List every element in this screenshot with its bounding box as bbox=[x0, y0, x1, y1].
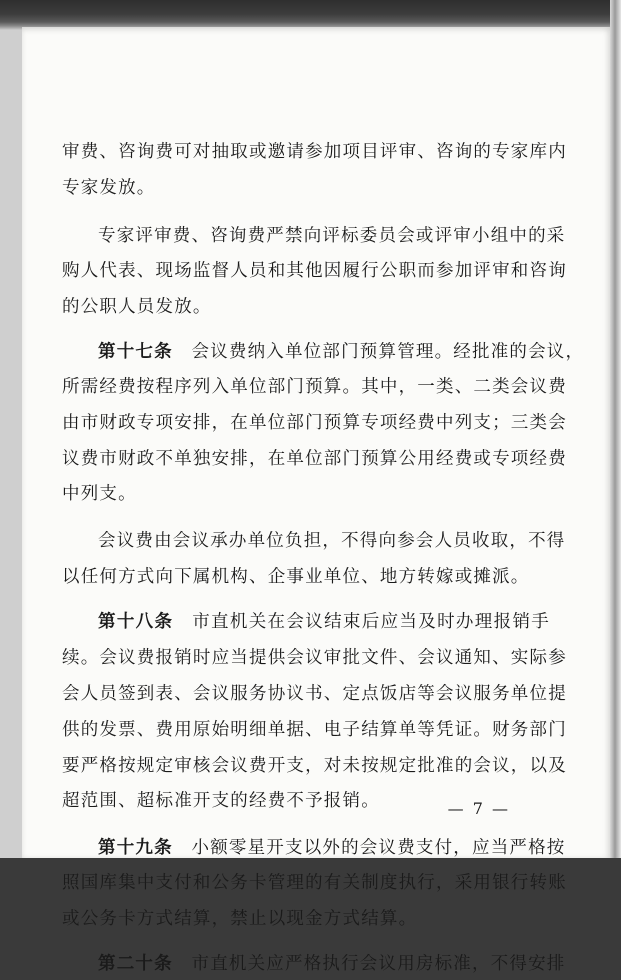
line-text: 专家发放。 bbox=[62, 178, 156, 198]
line-text: 议费市财政不单独安排，在单位部门预算公用经费或专项经费 bbox=[62, 449, 567, 469]
text-line bbox=[62, 443, 567, 475]
line-text: 照国库集中支付和公务卡管理的有关制度执行，采用银行转账 bbox=[62, 873, 567, 893]
line-text: 的公职人员发放。 bbox=[62, 297, 212, 317]
article-heading: 第十七条 bbox=[98, 342, 173, 362]
text-line bbox=[62, 948, 566, 980]
line-text: 小额零星开支以外的会议费支付，应当严格按 bbox=[172, 838, 566, 858]
text-line bbox=[62, 714, 567, 746]
line-text: 会人员签到表、会议服务协议书、定点饭店等会议服务单位提 bbox=[62, 684, 567, 704]
text-line bbox=[62, 867, 567, 899]
line-text: 中列支。 bbox=[62, 484, 137, 504]
text-line bbox=[62, 172, 550, 204]
text-line bbox=[62, 478, 550, 510]
paper-sheet bbox=[22, 27, 610, 974]
line-text: 购人代表、现场监督人员和其他因履行公职而参加评审和咨询 bbox=[62, 261, 567, 281]
line-text: 由市财政专项安排，在单位部门预算专项经费中列支；三类会 bbox=[62, 413, 567, 433]
text-line bbox=[62, 255, 567, 287]
text-line bbox=[62, 336, 585, 368]
line-text: 以任何方式向下属机构、企事业单位、地方转嫁或摊派。 bbox=[62, 567, 530, 587]
line-text: 市直机关在会议结束后应当及时办理报销手 bbox=[173, 612, 550, 632]
line-text: 或公务卡方式结算，禁止以现金方式结算。 bbox=[62, 909, 418, 929]
text-line bbox=[62, 407, 567, 439]
line-text: 会议费纳入单位部门预算管理。经批准的会议， bbox=[172, 342, 585, 362]
article-heading: 第十八条 bbox=[98, 612, 174, 632]
line-text: 超范围、超标准开支的经费不予报销。 bbox=[62, 791, 380, 811]
paper-edge bbox=[610, 0, 621, 858]
line-text: 市直机关应严格执行会议用房标准，不得安排 bbox=[172, 954, 566, 974]
text-line bbox=[62, 750, 567, 782]
line-text: 专家评审费、咨询费严禁向评标委员会或评审小组中的采 bbox=[98, 226, 566, 246]
text-line bbox=[62, 561, 550, 593]
text-line bbox=[62, 678, 567, 710]
line-text: 审费、咨询费可对抽取或邀请参加项目评审、咨询的专家库内 bbox=[62, 142, 567, 162]
text-line bbox=[62, 606, 550, 638]
line-text: 要严格按规定审核会议费开支，对未按规定批准的会议，以及 bbox=[62, 756, 567, 776]
text-line bbox=[62, 291, 550, 323]
line-text: 所需经费按程序列入单位部门预算。其中，一类、二类会议费 bbox=[62, 377, 567, 397]
text-line bbox=[62, 136, 567, 168]
line-text: 会议费由会议承办单位负担，不得向参会人员收取，不得 bbox=[98, 531, 566, 551]
text-line bbox=[62, 525, 566, 557]
line-text: 供的发票、费用原始明细单据、电子结算单等凭证。财务部门 bbox=[62, 720, 567, 740]
text-line bbox=[62, 642, 567, 674]
article-heading: 第十九条 bbox=[98, 838, 173, 858]
text-line bbox=[62, 371, 567, 403]
text-line bbox=[62, 220, 566, 252]
text-line bbox=[62, 903, 550, 935]
line-text: 续。会议费报销时应当提供会议审批文件、会议通知、实际参 bbox=[62, 648, 567, 668]
article-heading: 第二十条 bbox=[98, 954, 173, 974]
page-number: — 7 — bbox=[447, 799, 510, 818]
text-line bbox=[62, 832, 566, 864]
